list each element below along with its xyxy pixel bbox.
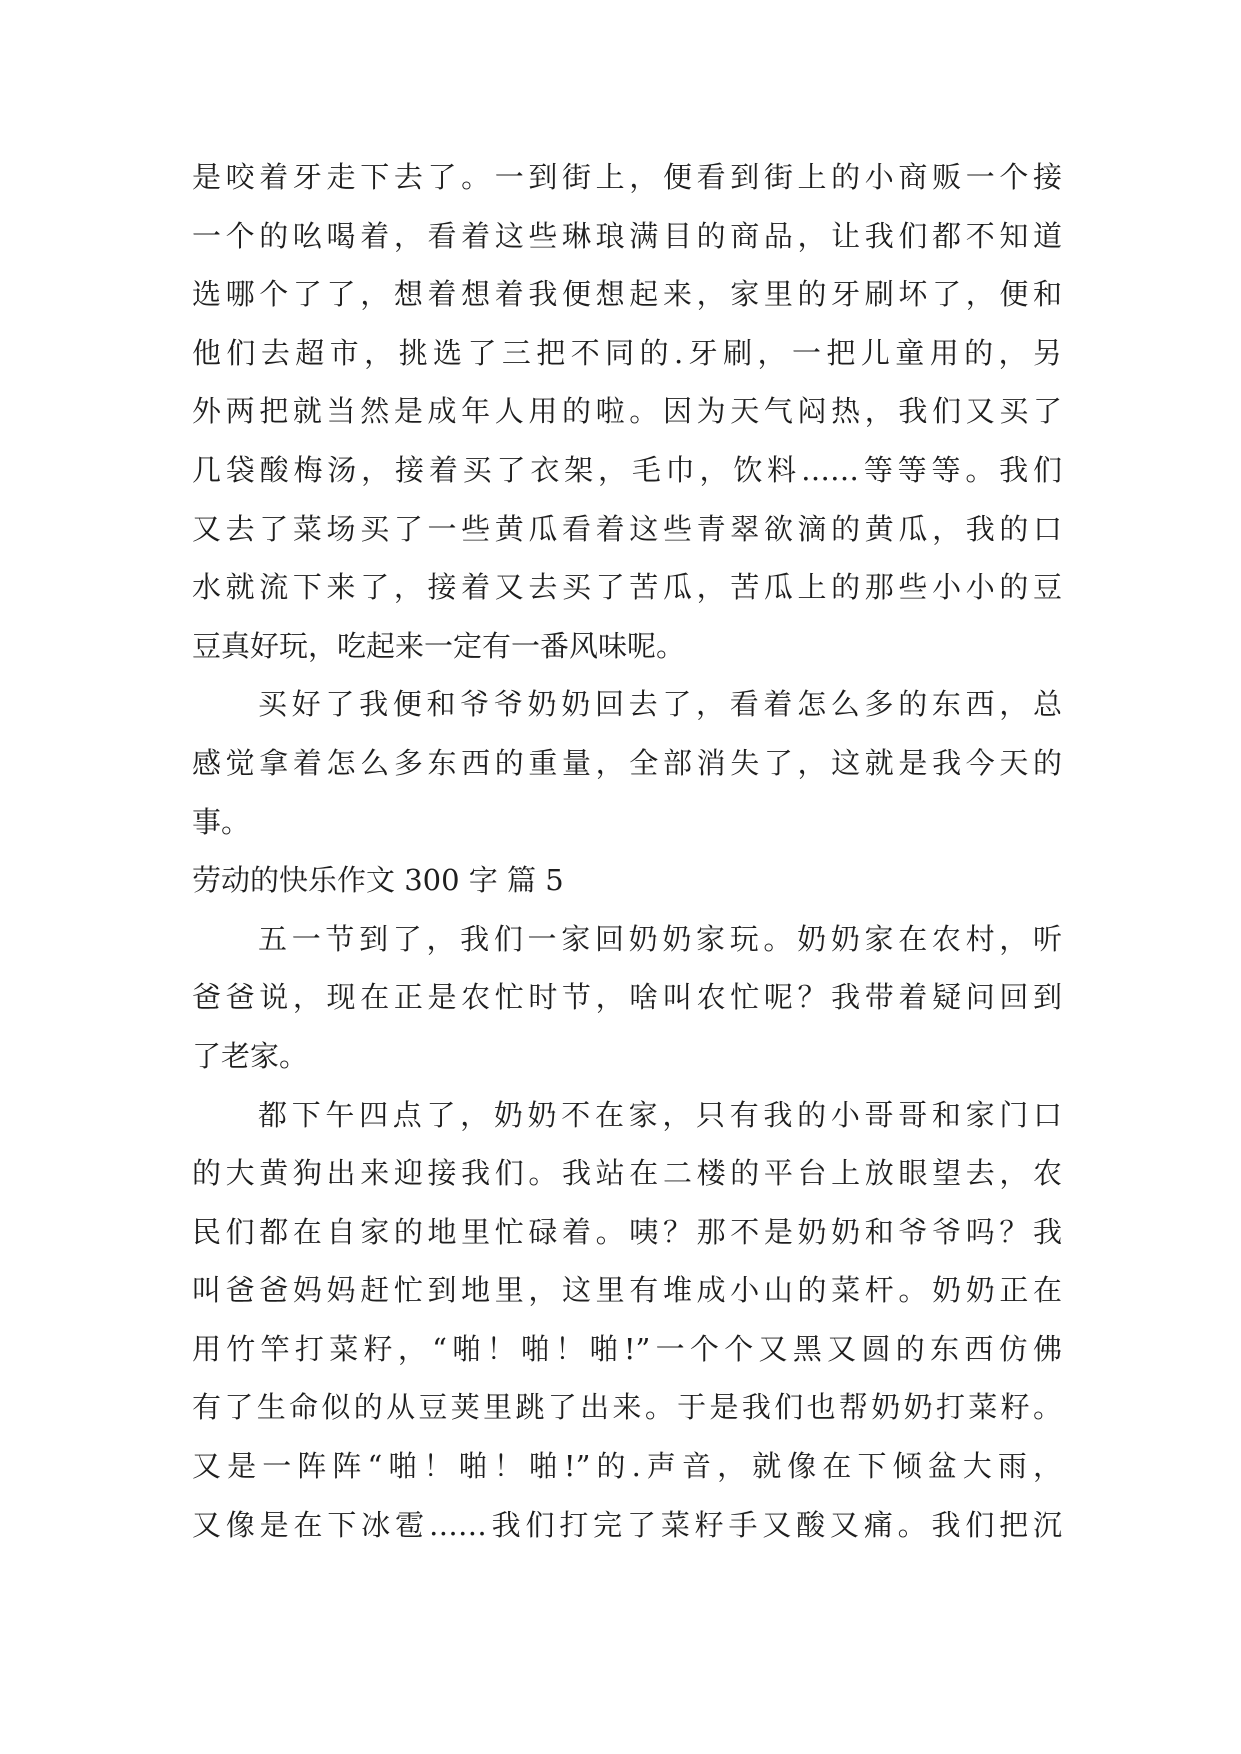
text-line: 又是一阵阵“啪！啪！啪!”的.声音，就像在下倾盆大雨， [192, 1449, 1062, 1484]
text-line: 的大黄狗出来迎接我们。我站在二楼的平台上放眼望去，农 [192, 1156, 1062, 1191]
text-line: 又像是在下冰雹……我们打完了菜籽手又酸又痛。我们把沉 [192, 1507, 1062, 1542]
text-line: 几袋酸梅汤，接着买了衣架，毛巾，饮料……等等等。我们 [192, 452, 1062, 487]
document-page [192, 148, 1062, 1554]
text-line: 豆真好玩，吃起来一定有一番风味呢。 [192, 628, 686, 663]
text-line: 有了生命似的从豆荚里跳了出来。于是我们也帮奶奶打菜籽。 [192, 1390, 1062, 1425]
text-line: 事。 [192, 804, 251, 839]
text-line: 一个的吆喝着，看着这些琳琅满目的商品，让我们都不知道 [192, 218, 1062, 253]
text-line: 又去了菜场买了一些黄瓜看着这些青翠欲滴的黄瓜，我的口 [192, 511, 1062, 546]
paragraph-farm-work [192, 1086, 1062, 1555]
text-line: 他们去超市，挑选了三把不同的.牙刷，一把儿童用的，另 [192, 335, 1062, 370]
paragraph-may-day [192, 910, 1062, 1086]
text-line: 民们都在自家的地里忙碌着。咦？那不是奶奶和爷爷吗？我 [192, 1214, 1062, 1249]
text-line: 爸爸说，现在正是农忙时节，啥叫农忙呢？我带着疑问回到 [192, 980, 1062, 1015]
text-line: 外两把就当然是成年人用的啦。因为天气闷热，我们又买了 [192, 394, 1062, 429]
text-line: 用竹竿打菜籽，“啪！啪！啪!”一个个又黑又圆的东西仿佛 [192, 1331, 1062, 1366]
text-line: 买好了我便和爷爷奶奶回去了，看着怎么多的东西，总 [258, 687, 1062, 722]
paragraph-shopping [192, 148, 1062, 675]
paragraph-going-home [192, 675, 1062, 851]
text-line: 感觉拿着怎么多东西的重量，全部消失了，这就是我今天的 [192, 745, 1062, 780]
text-line: 了老家。 [192, 1038, 309, 1073]
essay-heading: 劳动的快乐作文 300 字 篇 5 [192, 863, 564, 898]
text-line: 叫爸爸妈妈赶忙到地里，这里有堆成小山的菜杆。奶奶正在 [192, 1273, 1062, 1308]
text-line: 五一节到了，我们一家回奶奶家玩。奶奶家在农村，听 [258, 921, 1062, 956]
text-line: 是咬着牙走下去了。一到街上，便看到街上的小商贩一个接 [192, 160, 1062, 194]
text-line: 都下午四点了，奶奶不在家，只有我的小哥哥和家门口 [258, 1097, 1062, 1132]
text-line: 选哪个了了，想着想着我便想起来，家里的牙刷坏了，便和 [192, 277, 1062, 312]
text-line: 水就流下来了，接着又去买了苦瓜，苦瓜上的那些小小的豆 [192, 570, 1062, 605]
